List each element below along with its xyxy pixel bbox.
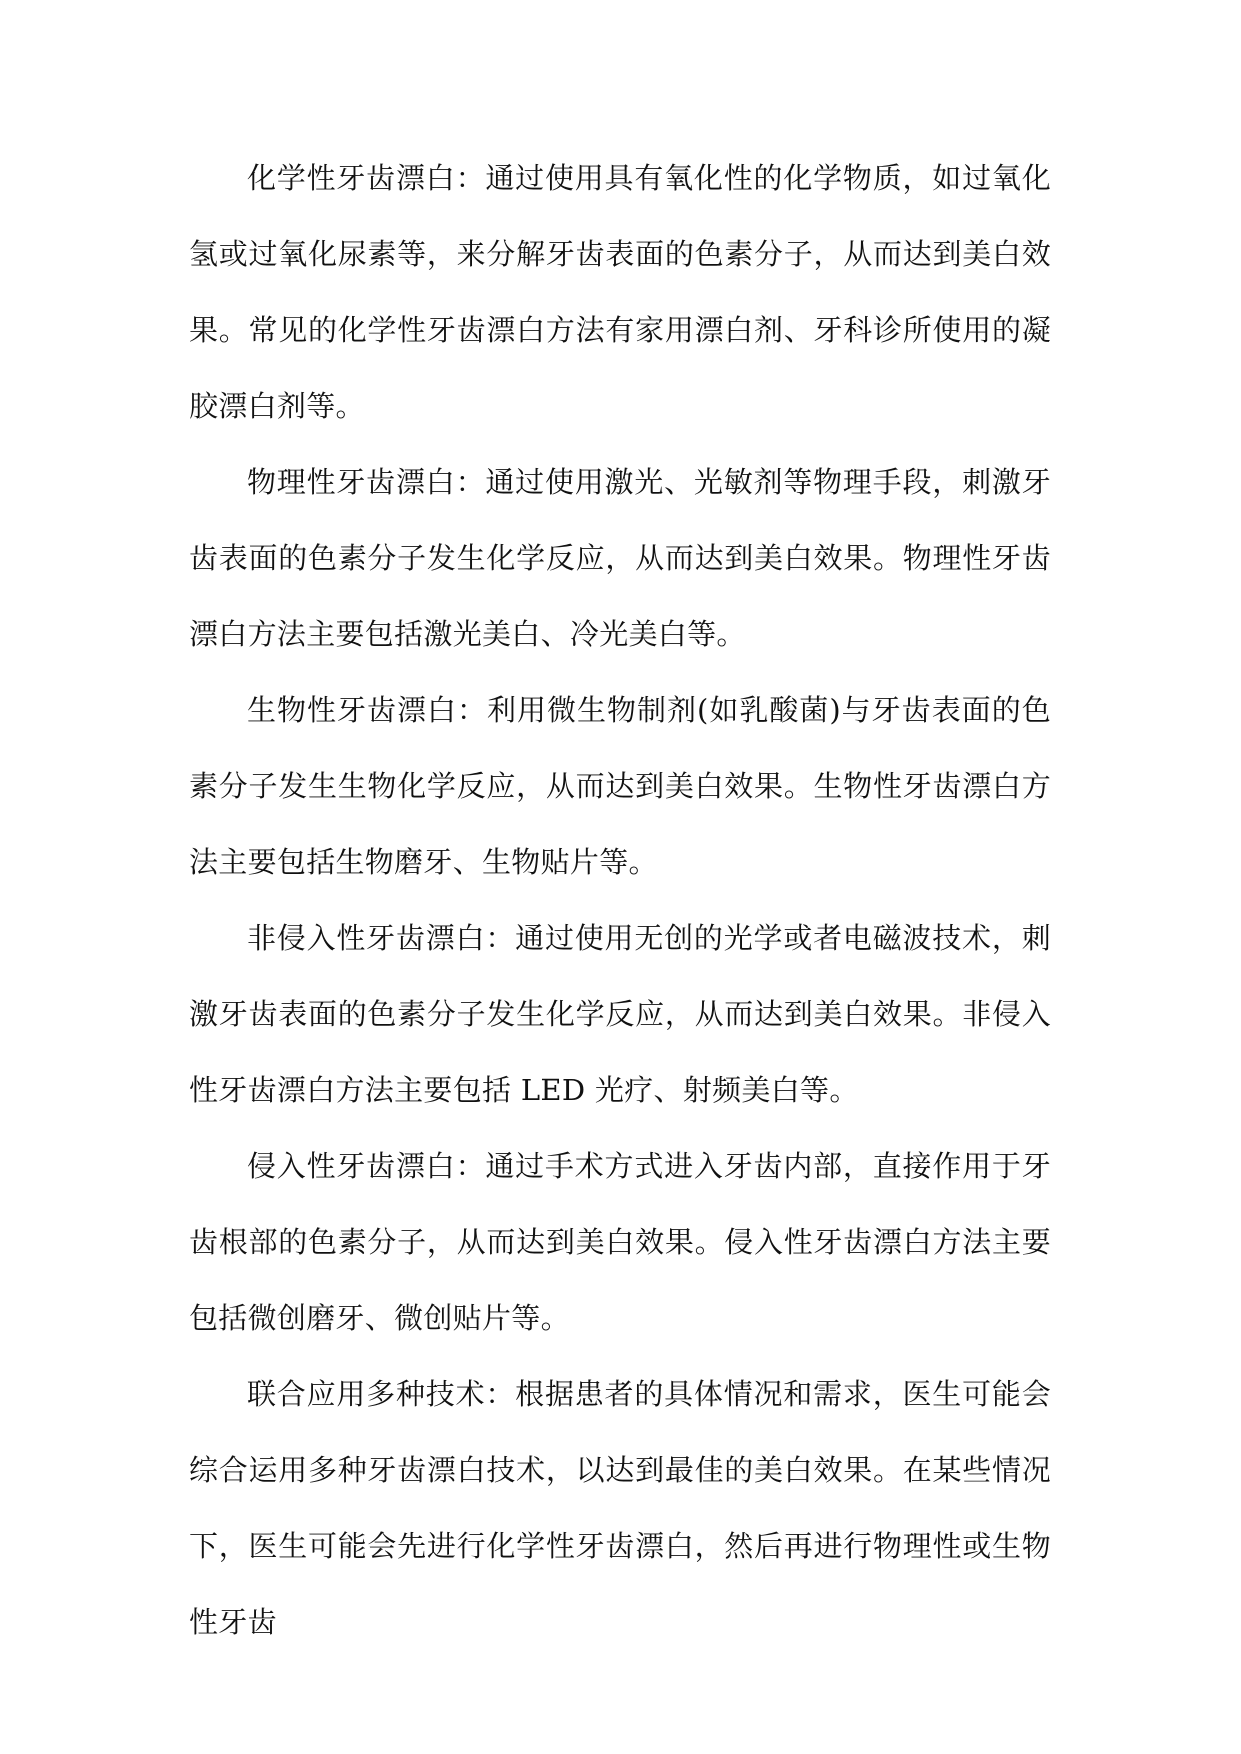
- paragraph-combined-techniques: 联合应用多种技术：根据患者的具体情况和需求，医生可能会综合运用多种牙齿漂白技术，以达到最佳的美白效果。在某些情况下，医生可能会先进行化学性牙齿漂白，然后再进行物理性或生物性牙齿: [189, 1377, 1051, 1639]
- paragraph-non-invasive-whitening: 非侵入性牙齿漂白：通过使用无创的光学或者电磁波技术，刺激牙齿表面的色素分子发生化学反应，从而达到美白效果。非侵入性牙齿漂白方法主要包括 LED 光疗、射频美白等。: [189, 921, 1051, 1107]
- paragraph-biological-whitening: 生物性牙齿漂白：利用微生物制剂(如乳酸菌)与牙齿表面的色素分子发生生物化学反应，从而达到美白效果。生物性牙齿漂白方法主要包括生物磨牙、生物贴片等。: [189, 693, 1051, 879]
- paragraph-physical-whitening: 物理性牙齿漂白：通过使用激光、光敏剂等物理手段，刺激牙齿表面的色素分子发生化学反应，从而达到美白效果。物理性牙齿漂白方法主要包括激光美白、冷光美白等。: [189, 465, 1051, 651]
- paragraph-chemical-whitening: 化学性牙齿漂白：通过使用具有氧化性的化学物质，如过氧化氢或过氧化尿素等，来分解牙齿表面的色素分子，从而达到美白效果。常见的化学性牙齿漂白方法有家用漂白剂、牙科诊所使用的凝胶漂白剂等。: [189, 161, 1051, 423]
- document-body: [189, 140, 1051, 1660]
- paragraph-invasive-whitening: 侵入性牙齿漂白：通过手术方式进入牙齿内部，直接作用于牙齿根部的色素分子，从而达到美白效果。侵入性牙齿漂白方法主要包括微创磨牙、微创贴片等。: [189, 1149, 1051, 1335]
